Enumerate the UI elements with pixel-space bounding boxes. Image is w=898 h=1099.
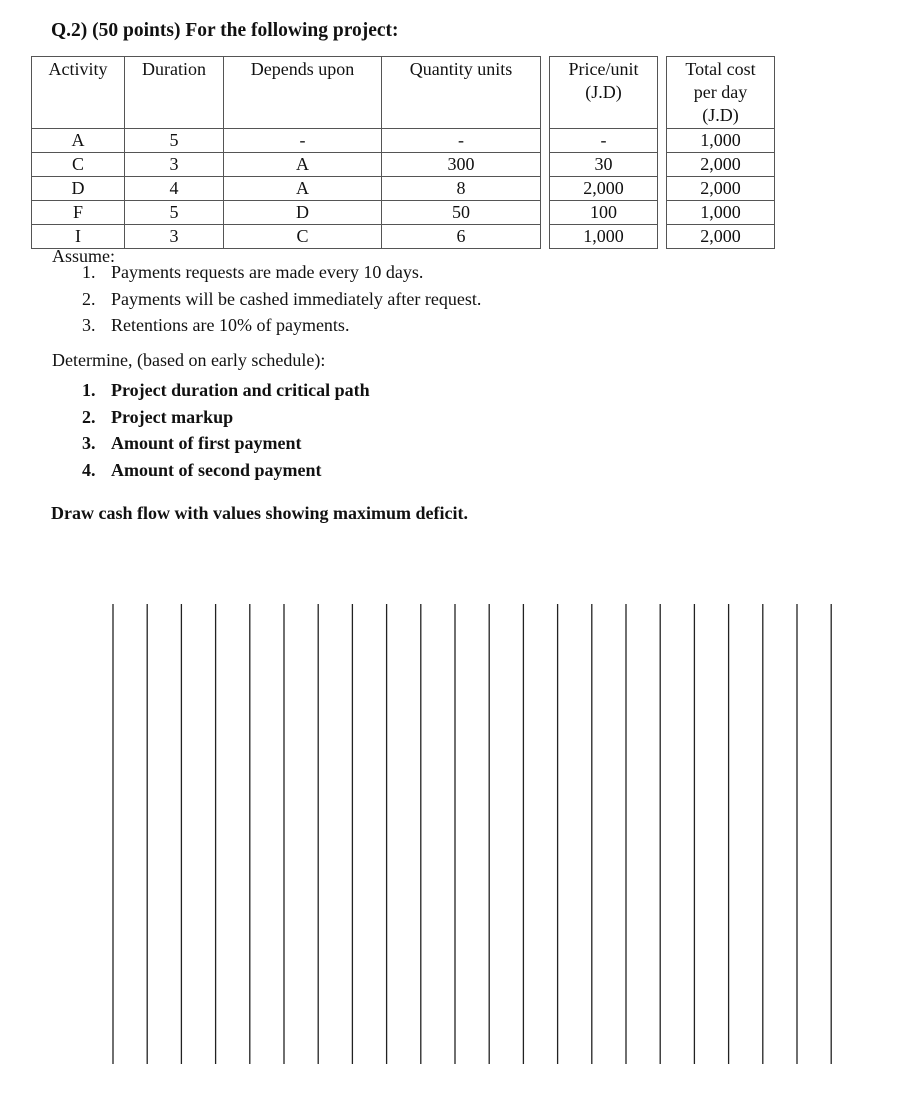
header-depends-upon: Depends upon [224, 57, 382, 129]
list-number: 3. [82, 433, 96, 454]
cell-depends: - [224, 129, 382, 153]
list-text: Project markup [111, 406, 234, 427]
list-text: Amount of second payment [111, 460, 322, 481]
cell-cost: 2,000 [667, 177, 775, 201]
cell-activity: D [32, 177, 125, 201]
cell-quantity: - [382, 129, 541, 153]
header-cost-line1: Total cost [685, 59, 756, 79]
cell-quantity: 6 [382, 225, 541, 249]
assume-label: Assume: [52, 246, 115, 266]
list-text: Amount of first payment [111, 433, 302, 454]
cell-price: - [550, 129, 658, 153]
determine-label: Determine, (based on early schedule): [52, 350, 326, 370]
cell-activity: I [32, 225, 125, 249]
cell-price: 100 [550, 201, 658, 225]
cell-duration: 3 [125, 153, 224, 177]
header-quantity-units: Quantity units [382, 57, 541, 129]
list-number: 2. [82, 406, 96, 427]
list-text: Retentions are 10% of payments. [111, 315, 350, 336]
cell-depends: C [224, 225, 382, 249]
cell-activity: F [32, 201, 125, 225]
header-price-line1: Price/unit [568, 59, 639, 79]
header-cost-line2: per day [693, 82, 748, 102]
list-text: Payments requests are made every 10 days. [111, 262, 424, 282]
list-number: 4. [82, 460, 96, 481]
cell-quantity: 8 [382, 177, 541, 201]
list-text: Project duration and critical path [111, 380, 370, 400]
list-number: 1. [82, 380, 96, 400]
cell-duration: 5 [125, 129, 224, 153]
cell-price: 1,000 [550, 225, 658, 249]
list-number: 1. [82, 262, 96, 282]
list-text: Payments will be cashed immediately after request. [111, 288, 482, 309]
cell-activity: A [32, 129, 125, 153]
cell-duration: 5 [125, 201, 224, 225]
cashflow-instruction: Draw cash flow with values showing maximum deficit. [51, 503, 468, 523]
cell-cost: 1,000 [667, 201, 775, 225]
cell-cost: 2,000 [667, 225, 775, 249]
header-activity: Activity [32, 57, 125, 129]
list-number: 3. [82, 315, 96, 336]
cell-duration: 4 [125, 177, 224, 201]
cell-cost: 2,000 [667, 153, 775, 177]
question-title: Q.2) (50 points) For the following project: [51, 20, 399, 41]
cell-price: 2,000 [550, 177, 658, 201]
cell-quantity: 50 [382, 201, 541, 225]
header-duration: Duration [125, 57, 224, 129]
header-cost-line3: (J.D) [702, 105, 739, 125]
cell-quantity: 300 [382, 153, 541, 177]
cell-depends: A [224, 177, 382, 201]
cell-activity: C [32, 153, 125, 177]
cell-cost: 1,000 [667, 129, 775, 153]
header-price-line2: (J.D) [585, 82, 622, 102]
cell-duration: 3 [125, 225, 224, 249]
list-number: 2. [82, 288, 96, 309]
cell-price: 30 [550, 153, 658, 177]
cell-depends: D [224, 201, 382, 225]
cell-depends: A [224, 153, 382, 177]
